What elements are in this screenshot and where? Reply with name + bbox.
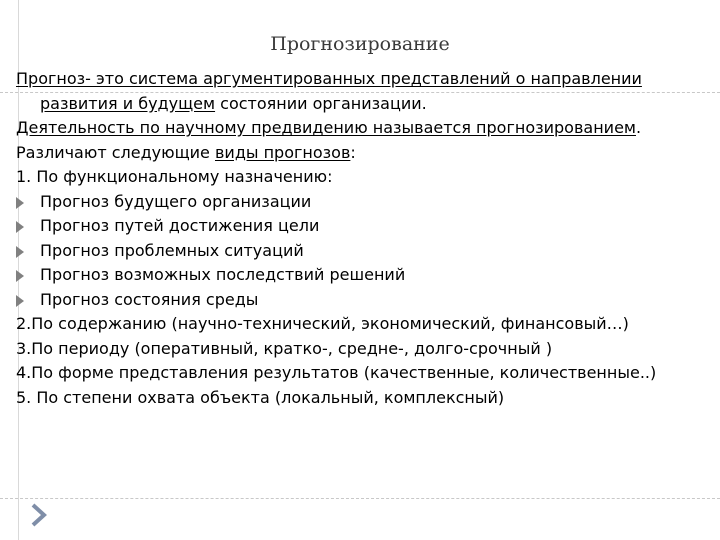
definition-underlined-text: Прогноз- это система аргументированных представлений о направлении развития и будущем bbox=[16, 69, 642, 113]
bullet-item bbox=[16, 263, 706, 288]
chevron-right-icon[interactable] bbox=[30, 503, 48, 527]
kinds-paragraph bbox=[16, 141, 706, 166]
definition-paragraph bbox=[16, 67, 706, 116]
kinds-tail-text: : bbox=[350, 142, 356, 162]
bullet-item bbox=[16, 190, 706, 215]
right-triangle-icon bbox=[16, 221, 24, 233]
slide-content bbox=[16, 67, 706, 410]
list-item: 4.По форме представления результатов (качественные, количественные..) bbox=[16, 363, 657, 382]
bottom-dashed-rule bbox=[0, 498, 720, 499]
bullet-text: Прогноз будущего организации bbox=[40, 191, 312, 211]
list-item: 2.По содержанию (научно-технический, экономический, финансовый…) bbox=[16, 314, 629, 333]
kinds-underlined-text: виды прогнозов bbox=[214, 142, 351, 162]
slide-title: Прогнозирование bbox=[270, 33, 450, 55]
bullet-text: Прогноз проблемных ситуаций bbox=[40, 240, 304, 260]
bullet-text: Прогноз состояния среды bbox=[40, 289, 259, 309]
bullet-item bbox=[16, 288, 706, 313]
right-triangle-icon bbox=[16, 246, 24, 258]
kinds-lead-text: Различают следующие bbox=[16, 142, 215, 162]
bullet-text: Прогноз возможных последствий решений bbox=[40, 265, 406, 284]
list-item: 3.По периоду (оперативный, кратко-, средне-, долго-срочный ) bbox=[16, 338, 553, 358]
right-triangle-icon bbox=[16, 295, 24, 307]
bullet-item bbox=[16, 214, 706, 239]
activity-underlined-text: Деятельность по научному предвидению называется прогнозированием bbox=[16, 118, 636, 137]
list-item: 5. По степени охвата объекта (локальный, комплексный) bbox=[16, 387, 505, 407]
right-triangle-icon bbox=[16, 270, 24, 282]
definition-tail-text: состоянии организации. bbox=[215, 93, 427, 113]
functional-heading: 1. По функциональному назначению: bbox=[16, 167, 333, 186]
bullet-text: Прогноз путей достижения цели bbox=[40, 216, 320, 235]
activity-paragraph bbox=[16, 116, 706, 141]
activity-tail-text: . bbox=[635, 118, 642, 137]
right-triangle-icon bbox=[16, 197, 24, 209]
bullet-item bbox=[16, 239, 706, 264]
